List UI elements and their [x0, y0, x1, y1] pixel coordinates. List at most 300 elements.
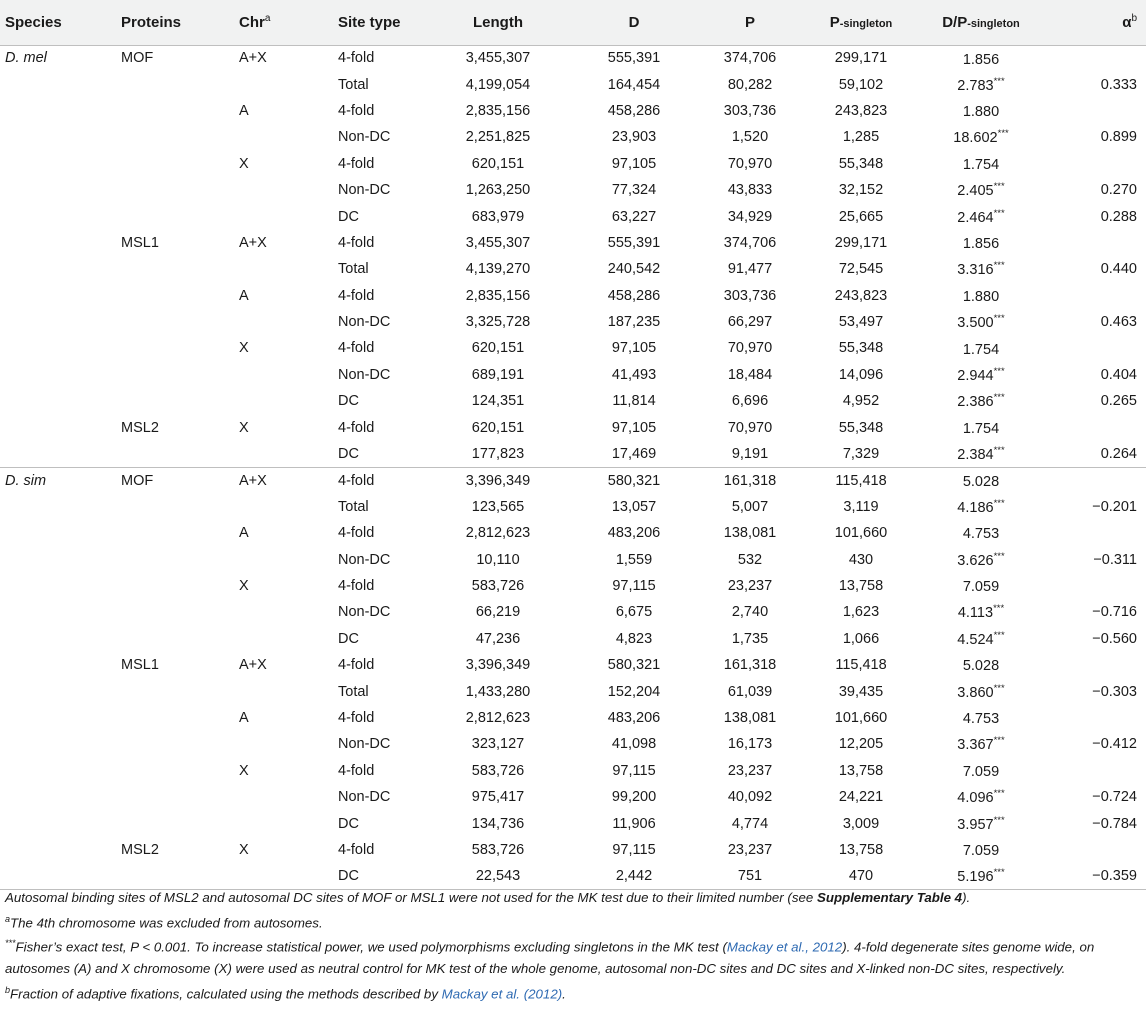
p-cell: 66,297 — [727, 314, 773, 331]
protein-cell — [116, 678, 232, 704]
p-cell: 5,007 — [731, 498, 769, 515]
length-cell: 3,396,349 — [424, 467, 572, 493]
significance-marker: *** — [993, 313, 1005, 325]
chr-cell — [232, 626, 332, 652]
p-cell: 34,929 — [727, 208, 773, 225]
p-cell: 18,484 — [727, 366, 773, 383]
length-cell: 1,263,250 — [465, 182, 531, 199]
d-cell: 152,204 — [607, 683, 661, 700]
d-cell: 99,200 — [611, 789, 657, 806]
p-singleton-cell: 55,348 — [838, 340, 884, 357]
protein-cell — [116, 388, 232, 414]
significance-marker: *** — [993, 497, 1005, 509]
d-p-singleton-cell: 1.856 — [962, 235, 1000, 252]
length-cell: 4,199,054 — [465, 76, 531, 93]
length-cell: 620,151 — [471, 419, 525, 436]
species-cell — [0, 283, 116, 309]
table-row — [0, 230, 1146, 256]
header-p-singleton: P-singleton — [804, 0, 918, 45]
species-cell — [0, 731, 116, 757]
p-singleton-cell: 72,545 — [838, 261, 884, 278]
protein-cell — [116, 151, 232, 177]
site-type-cell: DC — [332, 863, 424, 889]
significance-marker: *** — [993, 181, 1005, 193]
length-cell: 134,736 — [471, 815, 525, 832]
d-cell: 41,493 — [611, 366, 657, 383]
site-type-cell: Non-DC — [338, 736, 391, 753]
site-type-cell: Total — [338, 683, 369, 700]
table-row — [0, 256, 1146, 282]
d-cell: 555,391 — [607, 234, 661, 251]
chr-cell — [232, 863, 332, 889]
species-cell — [0, 335, 116, 361]
significance-marker: *** — [993, 629, 1005, 641]
site-type-cell: Total — [338, 498, 369, 515]
alpha-cell: −0.359 — [1044, 863, 1146, 889]
p-singleton-cell: 1,623 — [842, 604, 880, 621]
significance-marker: *** — [993, 207, 1005, 219]
species-cell — [0, 71, 116, 97]
p-singleton-cell: 470 — [804, 863, 918, 889]
p-cell: 303,736 — [723, 287, 777, 304]
chr-cell — [232, 546, 332, 572]
p-singleton-cell: 299,171 — [834, 234, 888, 251]
site-type-cell: Non-DC — [338, 314, 391, 331]
alpha-cell: −0.784 — [1092, 815, 1137, 832]
alpha-cell — [1044, 652, 1146, 678]
length-cell: 683,979 — [471, 208, 525, 225]
alpha-cell: −0.412 — [1092, 736, 1137, 753]
p-singleton-cell: 39,435 — [838, 683, 884, 700]
protein-cell — [116, 124, 232, 150]
header-d: D — [572, 0, 696, 45]
length-cell: 583,726 — [471, 762, 525, 779]
species-cell — [0, 414, 116, 440]
length-cell: 689,191 — [471, 366, 525, 383]
protein-cell — [116, 283, 232, 309]
d-p-singleton-cell: 1.754 — [962, 341, 1000, 358]
d-cell: 97,115 — [612, 841, 656, 858]
chr-cell — [232, 256, 332, 282]
d-p-singleton-cell: 1.856 — [962, 51, 1000, 68]
table-row — [0, 494, 1146, 520]
p-singleton-cell: 1,066 — [842, 630, 880, 647]
table-row — [0, 810, 1146, 836]
d-p-singleton-cell: 4.186*** — [957, 497, 1005, 516]
significance-marker: *** — [993, 550, 1005, 562]
length-cell: 1,433,280 — [465, 683, 531, 700]
table-row — [0, 758, 1146, 784]
p-cell: 23,237 — [727, 841, 773, 858]
d-cell: 240,542 — [607, 261, 661, 278]
protein-cell — [116, 520, 232, 546]
alpha-cell — [1044, 230, 1146, 256]
d-cell: 63,227 — [611, 208, 657, 225]
table-footnotes — [5, 887, 1143, 1005]
d-cell: 2,442 — [572, 863, 696, 889]
protein-cell — [116, 546, 232, 572]
d-cell: 164,454 — [607, 76, 661, 93]
alpha-cell — [1044, 837, 1146, 863]
header-proteins: Proteins — [116, 0, 232, 45]
d-p-singleton-cell: 3.957*** — [957, 814, 1005, 833]
footnote-b: $^b$Fraction of adaptive fixations, calculated using the methods described by Mackay et al. (2012). — [5, 984, 566, 1002]
p-cell: 70,970 — [727, 155, 773, 172]
p-cell: 23,237 — [727, 762, 773, 779]
chr-cell: X — [239, 340, 249, 357]
d-p-singleton-cell: 18.602*** — [953, 128, 1009, 147]
protein-cell: MSL1 — [121, 657, 159, 674]
species-cell — [0, 151, 116, 177]
table-row — [0, 705, 1146, 731]
header-p: P — [696, 0, 804, 45]
p-cell: 374,706 — [723, 50, 777, 67]
chr-cell: A — [239, 102, 249, 119]
p-cell: 2,740 — [731, 604, 769, 621]
d-p-singleton-cell: 4.753 — [962, 710, 1000, 727]
chr-cell: X — [239, 841, 249, 858]
p-singleton-cell: 55,348 — [838, 419, 884, 436]
length-cell: 620,151 — [471, 340, 525, 357]
p-cell: 161,318 — [696, 467, 804, 493]
length-cell: 975,417 — [471, 789, 525, 806]
d-p-singleton-cell: 3.860*** — [957, 682, 1005, 701]
alpha-cell — [1044, 151, 1146, 177]
p-cell: 751 — [696, 863, 804, 889]
site-type-cell: Non-DC — [338, 366, 391, 383]
d-p-singleton-cell: 3.367*** — [957, 735, 1005, 754]
table-row — [0, 151, 1146, 177]
protein-cell: MSL2 — [121, 841, 159, 858]
d-p-singleton-cell: 4.113*** — [957, 603, 1005, 622]
p-cell: 303,736 — [723, 102, 777, 119]
length-cell: 323,127 — [471, 736, 525, 753]
species-cell: D. mel — [5, 50, 47, 67]
d-cell: 97,115 — [612, 578, 656, 594]
p-singleton-cell: 243,823 — [834, 102, 888, 119]
length-cell: 2,251,825 — [465, 129, 531, 146]
length-cell: 3,455,307 — [465, 234, 531, 251]
d-cell: 580,321 — [607, 657, 661, 674]
p-singleton-cell: 7,329 — [842, 445, 880, 462]
d-cell: 483,206 — [607, 709, 661, 726]
length-cell: 66,219 — [475, 604, 521, 621]
site-type-cell: 4-fold — [338, 102, 375, 119]
chr-cell: A+X — [232, 467, 332, 493]
d-cell: 580,321 — [572, 467, 696, 493]
site-type-cell: DC — [338, 445, 359, 462]
alpha-cell: 0.463 — [1100, 314, 1137, 331]
site-type-cell: 4-fold — [338, 762, 375, 779]
d-p-singleton-cell: 1.880 — [962, 103, 1000, 120]
protein-cell — [116, 758, 232, 784]
site-type-cell: 4-fold — [338, 287, 375, 304]
d-p-singleton-cell: 7.059 — [962, 578, 1000, 595]
protein-cell: MOF — [121, 50, 154, 67]
significance-marker: *** — [993, 365, 1005, 377]
table-row — [0, 362, 1146, 388]
p-cell: 70,970 — [727, 419, 773, 436]
p-singleton-cell: 115,418 — [804, 467, 918, 493]
table-row — [0, 335, 1146, 361]
species-cell — [0, 599, 116, 625]
protein-cell: MSL2 — [121, 419, 159, 436]
alpha-cell: 0.404 — [1100, 366, 1137, 383]
length-cell: 3,325,728 — [465, 314, 531, 331]
d-cell: 1,559 — [615, 551, 653, 568]
d-p-singleton-cell: 4.753 — [962, 526, 1000, 543]
table-row — [0, 467, 1146, 493]
d-cell: 458,286 — [607, 102, 661, 119]
protein-cell — [116, 626, 232, 652]
alpha-cell: 0.899 — [1100, 129, 1137, 146]
d-p-singleton-cell: 2.386*** — [957, 392, 1005, 411]
d-p-singleton-cell: 5.028 — [962, 658, 1000, 675]
d-p-singleton-cell: 2.944*** — [957, 365, 1005, 384]
protein-cell — [116, 784, 232, 810]
length-cell: 583,726 — [471, 841, 525, 858]
alpha-cell: 0.265 — [1100, 393, 1137, 410]
species-cell — [0, 362, 116, 388]
site-type-cell: 4-fold — [338, 525, 375, 542]
length-cell: 123,565 — [471, 498, 525, 515]
p-cell: 6,696 — [731, 393, 769, 410]
p-singleton-cell: 53,497 — [838, 314, 884, 331]
p-cell: 70,970 — [727, 340, 773, 357]
table-row — [0, 203, 1146, 229]
chr-cell — [232, 494, 332, 520]
supplementary-link[interactable]: Supplementary Table 4 — [817, 890, 963, 905]
chr-cell — [232, 678, 332, 704]
table-row — [0, 837, 1146, 863]
chr-cell: A+X — [239, 657, 267, 674]
p-cell: 374,706 — [723, 234, 777, 251]
site-type-cell: DC — [338, 393, 359, 410]
species-cell — [0, 441, 116, 467]
site-type-cell: 4-fold — [338, 419, 375, 436]
species-cell: D. sim — [0, 467, 116, 493]
site-type-cell: 4-fold — [338, 709, 375, 726]
species-cell — [0, 98, 116, 124]
alpha-cell: 0.270 — [1100, 182, 1137, 199]
protein-cell — [116, 362, 232, 388]
site-type-cell: 4-fold — [338, 340, 375, 357]
chr-cell — [232, 71, 332, 97]
p-cell: 23,237 — [727, 578, 773, 594]
chr-cell — [232, 177, 332, 203]
length-cell: 177,823 — [471, 445, 525, 462]
header-species: Species — [0, 0, 116, 45]
header-chr: Chr$^a$ — [232, 0, 332, 45]
species-cell — [0, 573, 116, 599]
protein-cell — [116, 731, 232, 757]
length-cell: 583,726 — [471, 578, 525, 594]
protein-cell — [116, 810, 232, 836]
protein-cell — [116, 203, 232, 229]
site-type-cell: DC — [338, 630, 359, 647]
significance-marker: *** — [993, 75, 1005, 87]
length-cell: 2,812,623 — [465, 525, 531, 542]
table-row — [0, 98, 1146, 124]
d-cell: 17,469 — [611, 445, 657, 462]
length-cell: 47,236 — [475, 630, 521, 647]
species-cell — [0, 678, 116, 704]
length-cell: 2,835,156 — [465, 287, 531, 304]
p-singleton-cell: 115,418 — [835, 657, 887, 674]
chr-cell — [232, 441, 332, 467]
p-singleton-cell: 101,660 — [834, 709, 888, 726]
d-p-singleton-cell: 3.316*** — [957, 260, 1005, 279]
alpha-cell — [1044, 335, 1146, 361]
d-cell: 97,105 — [611, 155, 657, 172]
table-row — [0, 731, 1146, 757]
species-cell — [0, 230, 116, 256]
table-row — [0, 573, 1146, 599]
p-cell: 43,833 — [727, 182, 773, 199]
site-type-cell: Non-DC — [338, 604, 391, 621]
p-cell: 138,081 — [723, 709, 777, 726]
p-singleton-cell: 243,823 — [834, 287, 888, 304]
p-singleton-cell: 430 — [848, 551, 874, 568]
chr-cell: X — [239, 762, 249, 779]
d-cell: 97,105 — [611, 419, 657, 436]
d-cell: 11,906 — [612, 815, 656, 832]
table-row — [0, 546, 1146, 572]
site-type-cell: 4-fold — [338, 657, 375, 674]
p-singleton-cell: 3,009 — [842, 815, 880, 832]
length-cell: 124,351 — [471, 393, 525, 410]
species-cell — [0, 124, 116, 150]
species-cell — [0, 203, 116, 229]
d-p-singleton-cell: 1.880 — [962, 288, 1000, 305]
species-cell — [0, 309, 116, 335]
species-cell — [0, 388, 116, 414]
footnote-stars: ***Fisher’s exact test, P < 0.001. To increase statistical power, we used polymorphisms excluding singletons in the MK test (Mackay et al., 2012). 4-fold degenerate sites genome wide, on autosomes (A) and X chromosome (X) were used as neutral control for MK test of the whole genome, autosomal non-DC sites and DC sites and X-linked non-DC sites, respectively. — [5, 938, 1095, 977]
significance-marker: *** — [993, 603, 1005, 615]
d-p-singleton-cell: 3.626*** — [957, 550, 1005, 569]
alpha-cell: 0.264 — [1100, 445, 1137, 462]
p-singleton-cell: 13,758 — [838, 762, 884, 779]
d-p-singleton-cell: 5.028 — [918, 467, 1044, 493]
d-cell: 11,814 — [612, 393, 656, 410]
chr-cell — [232, 599, 332, 625]
chr-cell: X — [239, 578, 249, 594]
species-cell — [0, 652, 116, 678]
site-type-cell: 4-fold — [338, 841, 375, 858]
p-singleton-cell: 101,660 — [834, 525, 888, 542]
site-type-cell: Non-DC — [338, 129, 391, 146]
chr-cell — [232, 810, 332, 836]
alpha-cell: 0.288 — [1100, 208, 1137, 225]
header-site-type: Site type — [332, 0, 424, 45]
species-cell — [0, 837, 116, 863]
chr-cell: A — [239, 709, 249, 726]
header-d-p-singleton: D/P-singleton — [918, 0, 1044, 45]
length-cell: 2,812,623 — [465, 709, 531, 726]
alpha-cell: 0.333 — [1100, 76, 1137, 93]
header-alpha: $\alpha^b$ — [1044, 0, 1146, 45]
alpha-cell — [1044, 573, 1146, 599]
d-p-singleton-cell: 2.405*** — [957, 181, 1005, 200]
p-singleton-cell: 299,171 — [834, 50, 888, 67]
d-p-singleton-cell: 5.196*** — [918, 863, 1044, 889]
chr-cell — [232, 731, 332, 757]
p-cell: 1,735 — [731, 630, 769, 647]
table-row — [0, 45, 1146, 71]
site-type-cell: 4-fold — [338, 234, 375, 251]
table-row — [0, 784, 1146, 810]
alpha-cell — [1044, 520, 1146, 546]
footnote-a: $^a$The 4th chromosome was excluded from autosomes. — [5, 913, 323, 930]
d-cell: 41,098 — [611, 736, 657, 753]
alpha-cell — [1044, 45, 1146, 71]
significance-marker: *** — [993, 682, 1005, 694]
table-row — [0, 626, 1146, 652]
d-p-singleton-cell: 1.754 — [962, 156, 1000, 173]
chr-cell — [232, 124, 332, 150]
protein-cell — [116, 309, 232, 335]
species-cell — [0, 705, 116, 731]
site-type-cell: Non-DC — [338, 551, 391, 568]
site-type-cell: DC — [338, 815, 359, 832]
alpha-cell — [1044, 705, 1146, 731]
length-cell: 10,110 — [476, 551, 520, 568]
chr-cell — [232, 309, 332, 335]
species-cell — [0, 520, 116, 546]
mackay-link-1[interactable]: Mackay et al., 2012 — [726, 939, 843, 955]
table-row — [0, 599, 1146, 625]
p-singleton-cell: 3,119 — [843, 498, 879, 515]
d-cell: 6,675 — [615, 604, 653, 621]
alpha-cell: −0.716 — [1092, 604, 1137, 621]
site-type-cell: 4-fold — [332, 467, 424, 493]
species-cell — [0, 784, 116, 810]
p-cell: 4,774 — [731, 815, 769, 832]
site-type-cell: Total — [338, 261, 369, 278]
site-type-cell: 4-fold — [338, 50, 375, 67]
p-singleton-cell: 32,152 — [838, 182, 884, 199]
p-singleton-cell: 59,102 — [838, 76, 884, 93]
p-cell: 1,520 — [731, 129, 769, 146]
alpha-cell: 0.440 — [1100, 261, 1137, 278]
table-row — [0, 71, 1146, 97]
table-row — [0, 678, 1146, 704]
site-type-cell: Non-DC — [338, 182, 391, 199]
header-length: Length — [424, 0, 572, 45]
table-row — [0, 520, 1146, 546]
mackay-link-2[interactable]: Mackay et al. (2012) — [441, 986, 563, 1002]
alpha-cell: −0.201 — [1092, 498, 1137, 515]
chr-cell — [232, 362, 332, 388]
species-cell — [0, 494, 116, 520]
p-singleton-cell: 14,096 — [838, 366, 884, 383]
species-cell — [0, 546, 116, 572]
protein-cell: MOF — [116, 467, 232, 493]
p-cell: 80,282 — [727, 76, 773, 93]
alpha-cell — [1044, 758, 1146, 784]
p-cell: 61,039 — [727, 683, 773, 700]
significance-marker: *** — [993, 814, 1005, 826]
alpha-cell — [1044, 98, 1146, 124]
significance-marker: *** — [993, 392, 1005, 404]
p-singleton-cell: 25,665 — [838, 208, 884, 225]
d-cell: 77,324 — [611, 182, 657, 199]
significance-marker: *** — [993, 444, 1005, 456]
chr-cell — [232, 388, 332, 414]
chr-cell: X — [239, 155, 249, 172]
table-row — [0, 414, 1146, 440]
table-row — [0, 441, 1146, 467]
